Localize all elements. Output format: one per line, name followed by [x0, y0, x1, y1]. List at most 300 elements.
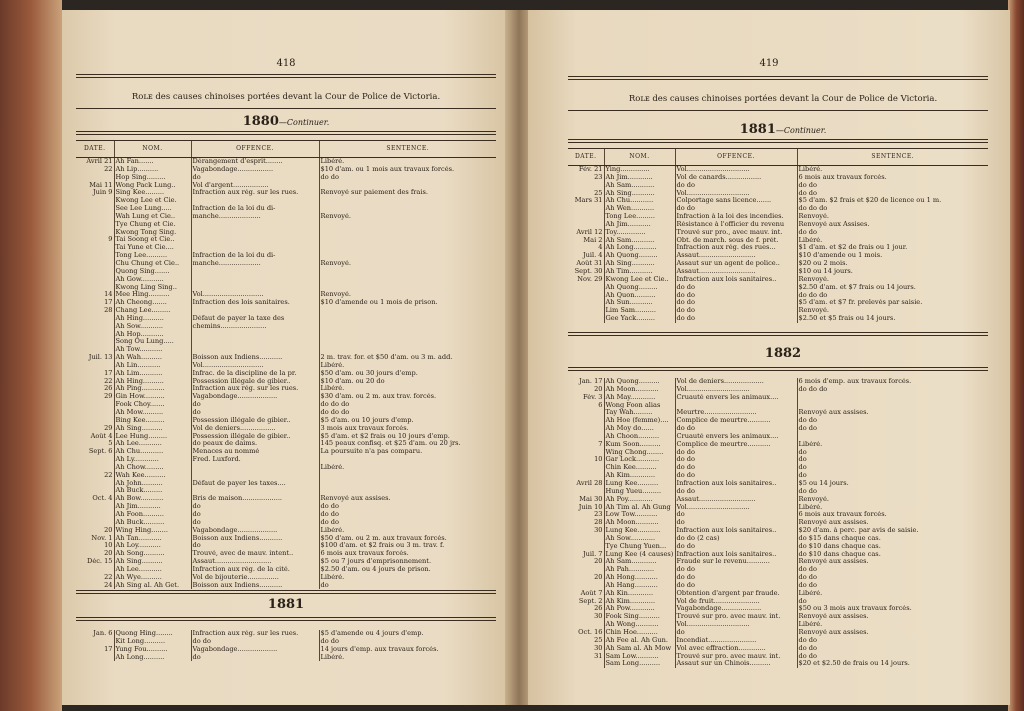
cell-date: 22 [104, 573, 113, 581]
table-row [568, 488, 988, 496]
table-row [568, 551, 988, 559]
cell-date: 4 [598, 244, 603, 252]
cell-offence: manche.................... [191, 260, 319, 268]
cell-name: Ah Tim al. Ah Gung [604, 504, 675, 512]
cell-name: Tong Lee.......... [114, 252, 191, 260]
cell-sentence: do do [319, 511, 496, 519]
table-row [568, 621, 988, 629]
table-row [568, 511, 988, 519]
cell-offence: Vol de deniers................... [675, 378, 797, 386]
cell-date: 25 [594, 636, 603, 644]
cell-sentence: do do [797, 229, 988, 237]
cell-offence: Trouvé sur pro. avec mauv. int. [675, 653, 797, 661]
cell-name: Kum Soon.......... [604, 441, 675, 449]
cell-name: Ah Sam............ [604, 558, 675, 566]
cell-name: Ah Quon.......... [604, 292, 675, 300]
table-row [76, 654, 496, 662]
cell-offence [191, 464, 319, 472]
cell-offence: Infraction des lois sanitaires. [191, 299, 319, 307]
cell-sentence [319, 480, 496, 488]
cell-sentence: $2.50 d'am. et $7 frais ou 14 jours. [797, 284, 988, 292]
cell-name: Ah Moy do...... [604, 425, 675, 433]
cell-offence: Vol d'argent................. [191, 182, 319, 190]
double-rule [568, 367, 988, 371]
cell-sentence: 6 mois aux travaux forcés. [797, 174, 988, 182]
table-row [568, 464, 988, 472]
cell-date: Juil. 4 [583, 252, 603, 260]
table-row [76, 315, 496, 323]
col-header-date: DATE. [76, 141, 114, 158]
double-rule [568, 139, 988, 143]
cell-sentence: 2 m. trav. for. et $50 d'am. ou 3 m. add. [319, 354, 496, 362]
cell-offence: do [675, 519, 797, 527]
cell-date [76, 331, 114, 339]
cell-name: Tye Chung et Cie. [114, 221, 191, 229]
table-row [76, 197, 496, 205]
cell-name: Ah Ping........... [114, 385, 191, 393]
cell-date: Août 7 [580, 589, 603, 597]
cell-date: 22 [104, 471, 113, 479]
cell-offence: Défaut de payer les taxes.... [191, 480, 319, 488]
table-row [76, 166, 496, 174]
cell-offence: do [191, 654, 319, 662]
table-row [76, 252, 496, 260]
cell-offence: do do [675, 472, 797, 480]
cell-name: Ah Sing........... [604, 260, 675, 268]
cell-sentence: $5 ou 14 jours. [797, 480, 988, 488]
cell-date: Sept. 30 [574, 267, 603, 275]
cell-sentence: do do [797, 637, 988, 645]
cell-offence [191, 346, 319, 354]
cell-offence [191, 338, 319, 346]
cell-date [76, 260, 114, 268]
cell-name: Ah Lip.......... [114, 166, 191, 174]
cell-date [568, 464, 604, 472]
cell-sentence: do do [797, 582, 988, 590]
cell-date: Déc. 15 [87, 558, 113, 566]
cell-offence: Infraction aux lois sanitaires.. [675, 551, 797, 559]
cell-date [568, 488, 604, 496]
table-row [76, 291, 496, 299]
cell-name: Gee Yack......... [604, 315, 675, 323]
cell-date: 31 [594, 652, 603, 660]
table-row [568, 182, 988, 190]
cell-offence: Assaut........................... [191, 558, 319, 566]
cell-name: Ah Chu........... [114, 448, 191, 456]
cell-name: Ah Sam........... [604, 237, 675, 245]
table-row [76, 331, 496, 339]
cell-sentence [319, 284, 496, 292]
cell-offence: Meurtre......................... [675, 409, 797, 417]
cell-offence: do do [191, 638, 319, 646]
cell-offence: Infraction aux rég. sur les rues. [191, 385, 319, 393]
cell-offence: Infraction de la loi du di- [191, 252, 319, 260]
cell-offence: Vagabondage................... [191, 646, 319, 654]
cell-sentence: do [319, 582, 496, 590]
cell-sentence: Renvoyé aux assises. [319, 495, 496, 503]
cell-sentence: $5 d'am. $2 frais et $20 de licence ou 1 m. [797, 197, 988, 205]
table-row [568, 190, 988, 198]
table-row [568, 496, 988, 504]
cell-name: Ah Moon........... [604, 519, 675, 527]
cell-date [568, 299, 604, 307]
cell-name: Ah Pah............ [604, 566, 675, 574]
cell-sentence: $50 d'am. ou 30 jours d'emp. [319, 370, 496, 378]
table-row [76, 433, 496, 441]
cell-sentence [319, 323, 496, 331]
table-row [568, 504, 988, 512]
table-row [76, 638, 496, 646]
cell-offence: Vol.............................. [675, 504, 797, 512]
table-row [76, 362, 496, 370]
cell-offence: do [191, 401, 319, 409]
cell-offence: Fraude sur le revenu........... [675, 558, 797, 566]
cell-date [568, 660, 604, 668]
cell-offence: Trouvé, avec de mauv. intent.. [191, 550, 319, 558]
cell-date: 30 [594, 644, 603, 652]
cell-offence: Boisson aux Indiens........... [191, 354, 319, 362]
table-row [568, 394, 988, 402]
cell-date [76, 315, 114, 323]
cell-sentence: do [797, 598, 988, 606]
rule [568, 110, 988, 111]
table-row [76, 401, 496, 409]
cell-sentence: do $15 dans chaque cas. [797, 535, 988, 543]
cell-name: Ah Hop........... [114, 331, 191, 339]
cell-name: Ah Choon.......... [604, 433, 675, 441]
cell-date: Nov. 1 [91, 534, 113, 542]
cell-sentence: do do [797, 190, 988, 198]
cell-date: 22 [104, 165, 113, 173]
cell-name: Song Ou Lung..... [114, 338, 191, 346]
cell-name: Ah Fan....... [114, 158, 191, 166]
cell-offence [191, 268, 319, 276]
cell-sentence [319, 221, 496, 229]
table-row [76, 393, 496, 401]
table-row [76, 566, 496, 574]
cell-date [76, 519, 114, 527]
cell-name: Ah Gow........... [114, 276, 191, 284]
right-page [528, 10, 1010, 705]
cell-date [568, 205, 604, 213]
table-row [568, 260, 988, 268]
cell-name: Ah Poy............ [604, 496, 675, 504]
cell-sentence: $10 d'am. ou 1 mois aux travaux forcés. [319, 166, 496, 174]
table-row [568, 244, 988, 252]
double-rule [568, 76, 988, 80]
cell-date: 23 [594, 511, 603, 519]
table-row [568, 480, 988, 488]
cases-table [568, 148, 988, 323]
cell-sentence [319, 268, 496, 276]
cell-date [568, 182, 604, 190]
year-suffix: —Continuer. [278, 118, 330, 127]
cell-date: 26 [594, 605, 603, 613]
cell-sentence: do [797, 449, 988, 457]
cell-offence: do do [675, 299, 797, 307]
table-row [76, 299, 496, 307]
cell-name: Ah Sing........... [604, 190, 675, 198]
cell-offence [675, 402, 797, 410]
table-row [76, 417, 496, 425]
cell-name: Ah Jim........... [604, 221, 675, 229]
cell-offence: do do [675, 464, 797, 472]
cell-name: Chu Chung et Cie.. [114, 260, 191, 268]
cell-name: Ah Lee........... [114, 566, 191, 574]
table-row [568, 307, 988, 315]
cell-offence: Résistance à l'officier du revenu [675, 221, 797, 229]
table-row [76, 472, 496, 480]
cell-date [76, 268, 114, 276]
cell-sentence: do do [797, 574, 988, 582]
cell-offence [191, 276, 319, 284]
cell-sentence: $1 d'am. et $2 de frais ou 1 jour. [797, 244, 988, 252]
table-row [76, 519, 496, 527]
cell-name: Yung Fou.......... [114, 646, 191, 654]
cell-name: Ah Quong.......... [604, 378, 675, 386]
cell-offence: Vol.............................. [675, 166, 797, 174]
cell-sentence [319, 315, 496, 323]
cell-name: Ah Wong........... [604, 621, 675, 629]
cell-name: Kit Long.......... [114, 638, 191, 646]
cell-offence: Vol de deniers................. [191, 425, 319, 433]
cell-offence: do [191, 519, 319, 527]
cell-name: Tay Wah......... [604, 409, 675, 417]
cell-name: Ah Tim........... [604, 268, 675, 276]
cell-name: Ah Sing al. Ah Get. [114, 582, 191, 590]
table-row [76, 260, 496, 268]
cell-name: Low Tow........... [604, 511, 675, 519]
cell-name: Ah Quong......... [604, 252, 675, 260]
table-row [568, 637, 988, 645]
table-row [568, 535, 988, 543]
cell-name: Quong Hing........ [114, 630, 191, 638]
cell-date: 10 [594, 456, 603, 464]
cell-offence: do [191, 542, 319, 550]
cell-date [568, 417, 604, 425]
cell-offence: Boisson aux Indiens........... [191, 535, 319, 543]
cell-offence: Assaut........................... [675, 496, 797, 504]
cell-date [568, 292, 604, 300]
cell-sentence: 14 jours d'emp. aux travaux forcés. [319, 646, 496, 654]
table-row [568, 456, 988, 464]
cell-offence: Infraction à la loi des incendies. [675, 213, 797, 221]
cell-date [76, 346, 114, 354]
cell-date: Jan. 17 [579, 378, 603, 385]
cell-sentence: $20 ou 2 mois. [797, 260, 988, 268]
cell-sentence: $50 d'am. ou 2 m. aux travaux forcés. [319, 535, 496, 543]
cell-offence: Vol avec effraction............. [675, 645, 797, 653]
cell-date: 25 [594, 189, 603, 197]
cell-offence: Assaut........................... [675, 252, 797, 260]
cell-sentence: $50 ou 3 mois aux travaux forcés. [797, 605, 988, 613]
cell-date [76, 401, 114, 409]
next-year-heading: 1881 [267, 597, 305, 612]
table-row [76, 646, 496, 654]
table-row [76, 535, 496, 543]
cell-date [76, 338, 114, 346]
cell-sentence: $30 d'am. ou 2 m. aux trav. forcés. [319, 393, 496, 401]
cell-offence: do do [675, 284, 797, 292]
cell-name: Kwong Tong Sing. [114, 229, 191, 237]
cell-date: 30 [594, 527, 603, 535]
book-edge-right [1008, 0, 1024, 711]
cell-name: Wah Kee.......... [114, 472, 191, 480]
cell-sentence: Libéré. [319, 158, 496, 166]
cell-offence: do do [675, 315, 797, 323]
col-header-sentence: SENTENCE. [319, 141, 496, 158]
cell-date: Sept. 6 [88, 448, 113, 456]
cell-name: Ah Sow........... [114, 323, 191, 331]
cell-date: Oct. 4 [92, 495, 113, 503]
cell-name: Hop Sing......... [114, 174, 191, 182]
year-suffix: —Continuer. [775, 126, 827, 135]
table-row [76, 346, 496, 354]
cell-date: 23 [594, 173, 603, 181]
cell-sentence: do do [797, 653, 988, 661]
cell-name: Sing Kee......... [114, 189, 191, 197]
cell-offence: Complice de meurtre........... [675, 417, 797, 425]
cell-sentence [319, 346, 496, 354]
cell-name: Ah Song.......... [114, 550, 191, 558]
cell-name: Tai Yune et Cie.... [114, 244, 191, 252]
cell-offence: Dérangement d'esprit........ [191, 158, 319, 166]
cell-offence: do do [675, 543, 797, 551]
cell-date: Juil. 13 [88, 354, 113, 362]
cell-name: Hung Yueu......... [604, 488, 675, 496]
cell-offence [191, 221, 319, 229]
double-rule [76, 617, 496, 621]
cell-offence: Trouvé sur pro., avec mauv. int. [675, 229, 797, 237]
table-row [76, 370, 496, 378]
cell-sentence: do do [797, 566, 988, 574]
table-row [568, 660, 988, 668]
cell-offence: do [675, 629, 797, 637]
cell-date [76, 566, 114, 574]
cell-date: 20 [104, 550, 113, 558]
cell-offence [191, 284, 319, 292]
cell-sentence: do do [797, 425, 988, 433]
cell-name: Ah John.......... [114, 480, 191, 488]
cell-date [76, 229, 114, 237]
cell-date: 28 [594, 519, 603, 527]
cell-name: Lim Sam.......... [604, 307, 675, 315]
cell-name: Ah Moon........... [604, 386, 675, 394]
cell-date [76, 205, 114, 213]
cell-sentence [797, 394, 988, 402]
table-row [568, 268, 988, 276]
cell-name: Ah Sing.......... [114, 558, 191, 566]
table-row [76, 205, 496, 213]
cell-name: Lee Hung......... [114, 433, 191, 441]
table-row [76, 487, 496, 495]
table-row [76, 495, 496, 503]
cell-name: Chang Lee......... [114, 307, 191, 315]
cell-date: 20 [594, 385, 603, 393]
year-heading [542, 122, 1010, 137]
cell-date [568, 213, 604, 221]
table-row [568, 284, 988, 292]
cell-date: Mars 31 [574, 197, 603, 205]
table-row [568, 558, 988, 566]
cell-date: Fév. 3 [583, 393, 603, 401]
table-row [76, 385, 496, 393]
cell-name: Quong Sing....... [114, 268, 191, 276]
cell-date: Sept. 2 [578, 597, 603, 605]
table-row [568, 645, 988, 653]
table-row [568, 315, 988, 323]
table-row [568, 472, 988, 480]
cell-name: Bing Kee......... [114, 417, 191, 425]
table-row [568, 229, 988, 237]
cell-offence: do do (2 cas) [675, 535, 797, 543]
cell-sentence: Renvoyé aux Assises. [797, 221, 988, 229]
cell-name: Ah Jim............ [604, 174, 675, 182]
cell-offence [191, 331, 319, 339]
cell-sentence: Libéré. [797, 621, 988, 629]
table-row [76, 574, 496, 582]
next-year-heading: 1882 [764, 346, 802, 361]
cell-name: Ah Cheong....... [114, 299, 191, 307]
cell-sentence: 6 mois d'emp. aux travaux forcés. [797, 378, 988, 386]
cell-name: Ah Tow........... [114, 346, 191, 354]
page-number: 419 [759, 58, 779, 69]
cell-date [76, 456, 114, 464]
table-row [568, 197, 988, 205]
cell-sentence: Libéré. [797, 504, 988, 512]
cell-offence: do do [675, 205, 797, 213]
cell-offence: do do [675, 582, 797, 590]
cell-offence [191, 244, 319, 252]
table-row [76, 268, 496, 276]
page-title: Rᴏʟᴇ des causes chinoises portées devant la Cour de Police de Victoria. [628, 94, 938, 104]
book-edge-left [0, 0, 62, 711]
table-row [568, 543, 988, 551]
table-row [76, 354, 496, 362]
cell-date: 26 [104, 385, 113, 393]
cell-offence: Infraction de la loi du di- [191, 205, 319, 213]
cell-sentence: do do [319, 174, 496, 182]
cell-offence: Infraction aux rég. de la cité. [191, 566, 319, 574]
double-rule [568, 332, 988, 336]
cell-sentence [319, 276, 496, 284]
cell-sentence [319, 456, 496, 464]
cell-sentence: $5 d'am. ou 10 jours d'emp. [319, 417, 496, 425]
cell-date [568, 284, 604, 292]
cell-offence: Complice de meurtre........... [675, 441, 797, 449]
cell-name: Ah Long........... [604, 244, 675, 252]
cell-date [76, 654, 114, 662]
cell-offence: Possession illégale de gibier.. [191, 378, 319, 386]
cell-offence: do do [675, 574, 797, 582]
cell-date: Oct. 16 [578, 629, 603, 636]
cell-date [568, 621, 604, 629]
cell-offence: manche.................... [191, 213, 319, 221]
double-rule [76, 74, 496, 78]
cell-offence: Boisson aux Indiens........... [191, 582, 319, 590]
cell-name: Ying.............. [604, 166, 675, 174]
cell-name: Ah Chow......... [114, 464, 191, 472]
cell-date [76, 464, 114, 472]
cell-date [568, 315, 604, 323]
cell-name: Ah Jim........... [114, 503, 191, 511]
table-row [76, 229, 496, 237]
cell-offence: Possession illégale de gibier.. [191, 433, 319, 441]
cell-name: Toy.............. [604, 229, 675, 237]
cell-date [568, 449, 604, 457]
table-row [568, 409, 988, 417]
cell-offence: Infraction aux lois sanitaires.. [675, 480, 797, 488]
